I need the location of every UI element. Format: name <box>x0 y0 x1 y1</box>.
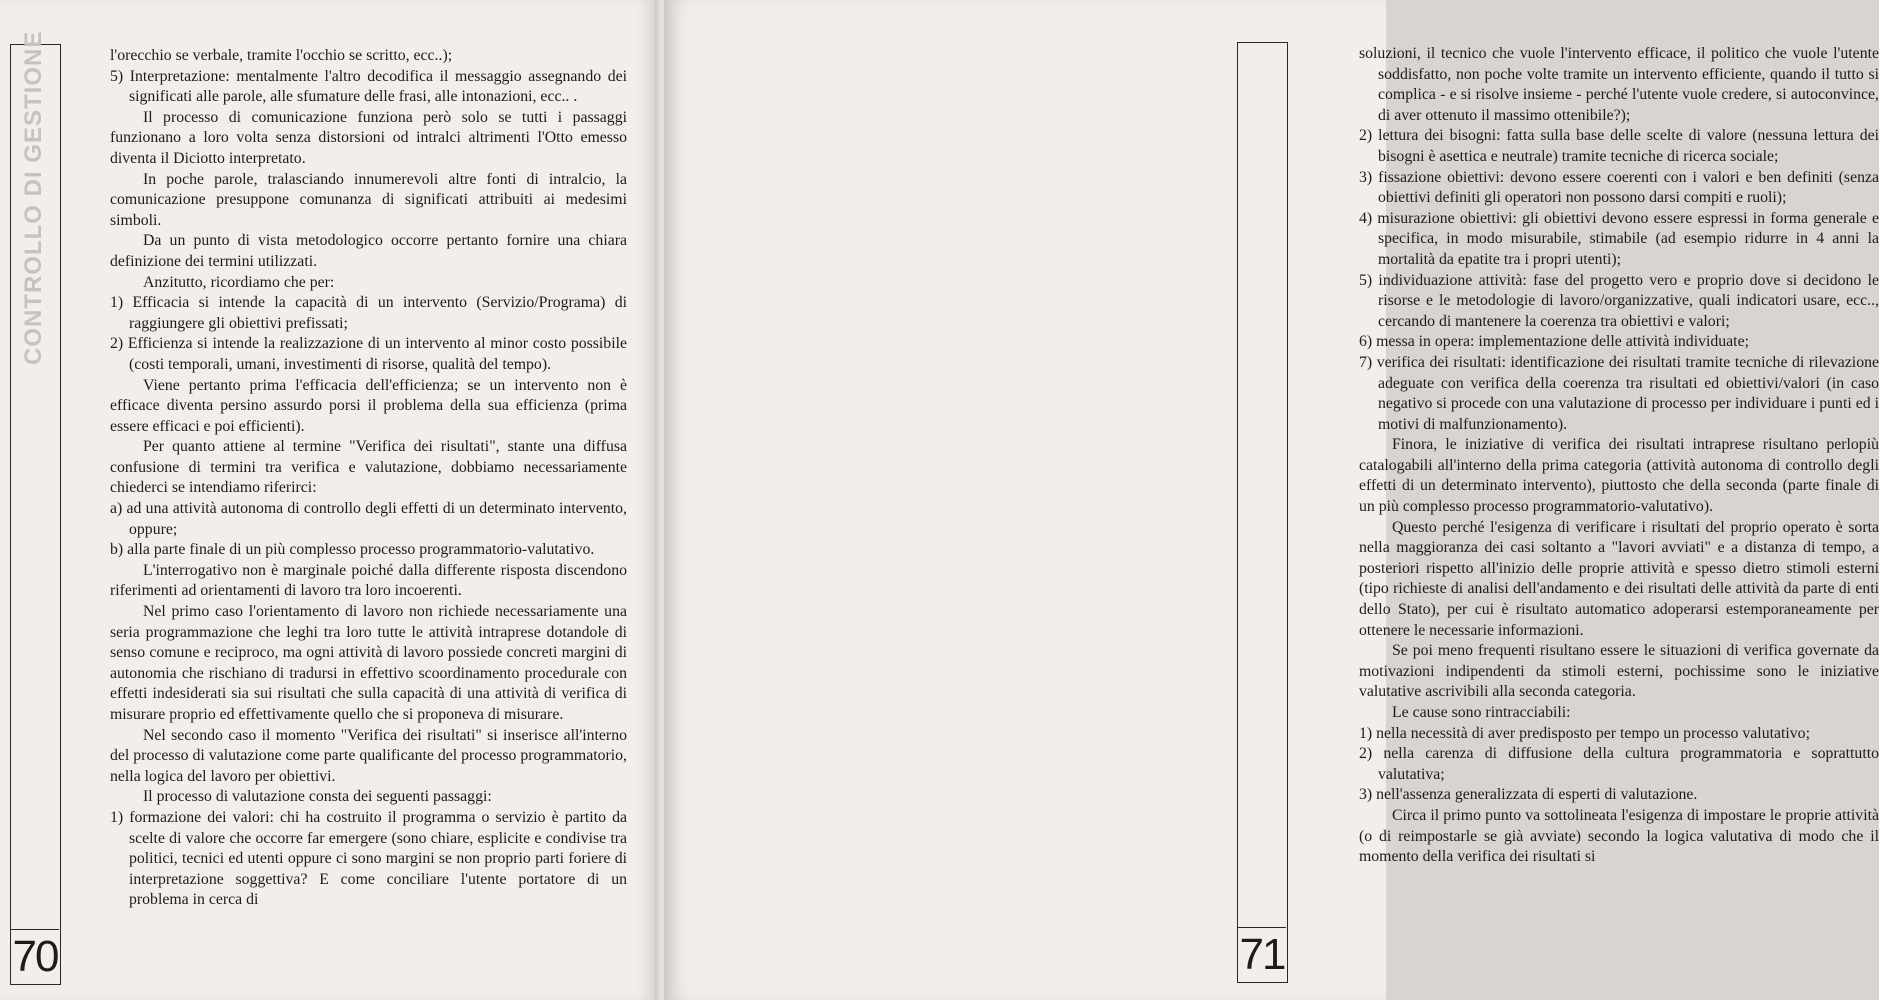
list-item: 5) Interpretazione: mentalmente l'altro decodifica il messaggio assegnando dei significati alle parole, alle sfumature delle frasi, alle intonazioni, ecc.. . <box>110 67 627 106</box>
body-paragraph: Nel primo caso l'orientamento di lavoro non richiede necessariamente una seria programmazione che leghi tra loro tutte le attività intraprese dotandole di senso comune e reciproco, ma ogni attività di lavoro possiede concreti margini di autonomia che rischiano di tradursi in effettivo scoordinamento procedurale con effetti indesiderati sia sui risultati che sulla capacità di una attività di verifica di misurare proprio ed effettivamente quello che si proponeva di misurare. <box>110 603 627 723</box>
body-paragraph: Finora, le iniziative di verifica dei risultati intraprese risultano perlopiù catalogabili all'interno della prima categoria (attività autonoma di controllo degli effetti di un determinato intervento), piuttosto che della seconda (parte finale di un più complesso processo programmatorio-valutativo). <box>1359 436 1879 516</box>
body-paragraph: Per quanto attiene al termine "Verifica dei risultati", stante una diffusa confusione di termini tra verifica e valutazione, dobbiamo necessariamente chiederci se intendiamo riferirci: <box>110 438 627 497</box>
list-item: 2) nella carenza di diffusione della cultura programmatoria e soprattutto valutativa; <box>1359 745 1879 783</box>
list-item: 4) misurazione obiettivi: gli obiettivi devono essere espressi in forma generale e specifica, in modo misurabile, stimabile (ad esempio ridurre in 4 anni la mortalità da epatite tra i propri utenti); <box>1359 209 1879 268</box>
list-item: 6) messa in opera: implementazione delle attività individuate; <box>1359 333 1749 351</box>
page-number: 70 <box>11 929 59 984</box>
body-paragraph: Le cause sono rintracciabili: <box>1392 704 1571 721</box>
list-item: 1) nella necessità di aver predisposto per tempo un processo valutativo; <box>1359 724 1810 742</box>
list-item: a) ad una attività autonoma di controllo degli effetti di un determinato intervento, oppure; <box>110 500 627 538</box>
right-margin-tab <box>1237 42 1288 983</box>
list-item: b) alla parte finale di un più complesso processo programmatorio-valutativo. <box>110 541 595 559</box>
list-item: 7) verifica dei risultati: identificazione dei risultati tramite tecniche di rilevazione adeguate con verifica della coerenza tra risultati ed obiettivi/valori (in caso negativo si procede con una valutazione di processo per individuare i punti ed i motivi di malfunzionamento). <box>1359 353 1879 433</box>
left-text-column <box>110 46 627 911</box>
body-paragraph: Viene pertanto prima l'efficacia dell'efficienza; se un intervento non è efficace diventa persino assurdo porsi il problema della sua efficienza (prima essere efficaci e poi efficienti). <box>110 376 627 435</box>
list-item: l'orecchio se verbale, tramite l'occhio se scritto, ecc..); <box>110 47 453 64</box>
body-paragraph: In poche parole, tralasciando innumerevoli altre fonti di intralcio, la comunicazione presuppone comunanza di significati attribuiti ai medesimi simboli. <box>110 170 627 229</box>
list-item: soluzioni, il tecnico che vuole l'intervento efficace, il politico che vuole l'utente soddisfatto, non poche volte tramite un intervento efficiente, quando il tutto si complica - e si risolve insieme - perché l'utente vuole credere, si autoconvince, di aver ottenuto il massimo ottenibile?); <box>1359 45 1879 124</box>
body-paragraph: Il processo di valutazione consta dei seguenti passaggi: <box>143 788 492 806</box>
list-item: 1) formazione dei valori: chi ha costruito il programma o servizio è partito da scelte di valore che occorre far emergere (sono chiare, esplicite e condivise tra politici, tecnici ed utenti oppure ci sono margini se non proprio parti foriere di interpretazione soggettiva? E come conciliare l'utente portatore di un problema in cerca di <box>110 808 627 909</box>
list-item: 3) fissazione obiettivi: devono essere coerenti con i valori e ben definiti (senza obiettivi definiti gli operatori non possono darsi compiti e ruoli); <box>1359 168 1879 207</box>
body-paragraph: Anzitutto, ricordiamo che per: <box>143 273 335 291</box>
running-head: CONTROLLO DI GESTIONE <box>20 30 47 365</box>
list-item: 1) Efficacia si intende la capacità di un intervento (Servizio/Programa) di raggiungere gli obiettivi prefissati; <box>110 294 627 332</box>
body-paragraph: Da un punto di vista metodologico occorre pertanto fornire una chiara definizione dei termini utilizzati. <box>110 232 627 270</box>
left-page <box>0 0 661 1000</box>
page-number: 71 <box>1238 927 1286 982</box>
body-paragraph: Se poi meno frequenti risultano essere le situazioni di verifica governate da motivazioni indipendenti da stimoli esterni, pochissime sono le iniziative valutative ascrivibili alla seconda categoria. <box>1359 642 1879 701</box>
list-item: 5) individuazione attività: fase del progetto vero e proprio dove si decidono le risorse e le metodologie di lavoro/organizzative, quali indicatori usare, ecc.., cercando di mantenere la coerenza tra obiettivi e valori; <box>1359 271 1879 330</box>
right-text-column <box>1359 44 1879 868</box>
body-paragraph: Questo perché l'esigenza di verificare i risultati del proprio operato è sorta nella maggioranza dei casi soltanto a "lavori avviati" e a distanza di tempo, a posteriori rispetto all'inizio delle proprie attività e spesso dietro stimoli esterni (tipo richieste di analisi dell'andamento e dei risultati delle attività da parte di enti dello Stato), per cui è risultato automatico adoperarsi estemporaneamente per ottenere le necessarie informazioni. <box>1359 518 1879 639</box>
body-paragraph: Il processo di comunicazione funziona però solo se tutti i passaggi funzionano a loro volta senza distorsioni od intralci altrimenti l'Otto emesso diventa il Diciotto interpretato. <box>110 108 627 167</box>
list-item: 3) nell'assenza generalizzata di esperti di valutazione. <box>1359 786 1698 804</box>
list-item: 2) Efficienza si intende la realizzazione di un intervento al minor costo possibile (costi temporali, umani, investimenti di risorse, qualità del tempo). <box>110 335 627 373</box>
body-paragraph: L'interrogativo non è marginale poiché dalla differente risposta discendono riferimenti ad orientamenti di lavoro tra loro incoerenti. <box>110 561 627 600</box>
list-item: 2) lettura dei bisogni: fatta sulla base delle scelte di valore (nessuna lettura dei bisogni è asettica e neutrale) tramite tecniche di ricerca sociale; <box>1359 127 1879 165</box>
body-paragraph: Nel secondo caso il momento "Verifica dei risultati" si inserisce all'interno del processo di valutazione come parte qualificante del processo programmatorio, nella logica del lavoro per obiettivi. <box>110 726 627 785</box>
body-paragraph: Circa il primo punto va sottolineata l'esigenza di impostare le proprie attività (o di reimpostarle se già avviate) secondo la logica valutativa di modo che il momento della verifica dei risultati si <box>1359 806 1879 866</box>
